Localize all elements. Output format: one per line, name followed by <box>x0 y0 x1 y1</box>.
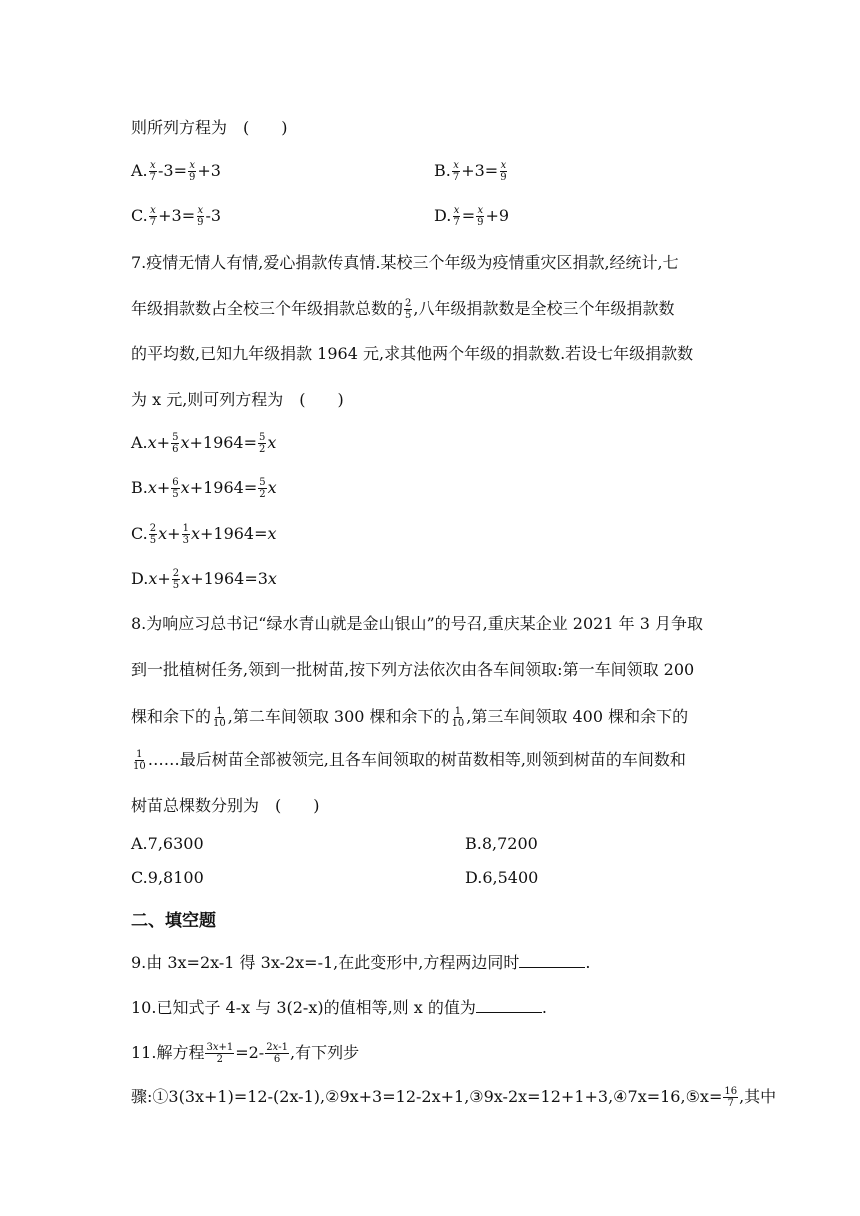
q6-stem: 则所列方程为 ( ) <box>131 118 288 137</box>
q7-line1: 7.疫情无情人有情,爱心捐款传真情.某校三个年级为疫情重灾区捐款,经统计,七 <box>131 253 679 272</box>
q6-option-c[interactable]: C. $\frac{x}{7}$ +3= $\frac{x}{9}$ -3 <box>131 205 222 228</box>
q6-option-d[interactable]: D. $\frac{x}{7}$ = $\frac{x}{9}$ +9 <box>434 205 510 228</box>
q8-option-c[interactable]: C.9,8100 <box>131 868 204 887</box>
q7-option-b[interactable]: B.x+ $\frac{6}{5}$ x+1964= $\frac{5}{2}$ x <box>131 477 277 500</box>
q8-option-a[interactable]: A.7,6300 <box>131 834 204 853</box>
q7-option-c[interactable]: C. $\frac{2}{5}$ x+ $\frac{1}{3}$ x+1964=x <box>131 523 277 546</box>
q9-answer-blank[interactable] <box>519 953 585 968</box>
q11-line2: 骤:①3(3x+1)=12-(2x-1),②9x+3=12-2x+1,③9x-2x=12+1+3,④7x=16,⑤x= $\frac{16}{7}$ ,其中 <box>131 1086 777 1109</box>
q6-option-a[interactable]: A. $\frac{x}{7}$ -3= $\frac{x}{9}$ +3 <box>131 160 221 183</box>
q10: 10.已知式子 4-x 与 3(2-x)的值相等,则 x 的值为 . <box>131 998 547 1017</box>
q8-line1: 8.为响应习总书记“绿水青山就是金山银山”的号召,重庆某企业 2021 年 3 月争取 <box>131 614 703 633</box>
q8-line3: 棵和余下的 $\frac{1}{10}$ ,第二车间领取 300 棵和余下的 $\frac{1}{10}$ ,第三车间领取 400 棵和余下的 <box>131 706 689 729</box>
q11-line1: 11.解方程 $\frac{3x+1}{2}$ =2- $\frac{2x-1}{6}$ ,有下列步 <box>131 1042 360 1065</box>
q6-option-b[interactable]: B. $\frac{x}{7}$ +3= $\frac{x}{9}$ <box>434 160 507 183</box>
q10-answer-blank[interactable] <box>476 998 542 1013</box>
q8-line5: 树苗总棵数分别为 ( ) <box>131 796 320 815</box>
q8-option-b[interactable]: B.8,7200 <box>465 834 538 853</box>
q7-option-d[interactable]: D.x+ $\frac{2}{5}$ x+1964=3x <box>131 568 277 591</box>
section-title-fill-in: 二、填空题 <box>131 911 216 931</box>
q7-line2: 年级捐款数占全校三个年级捐款总数的 $\frac{2}{5}$ ,八年级捐款数是全校三个年级捐款数 <box>131 298 675 321</box>
q7-line4: 为 x 元,则可列方程为 ( ) <box>131 390 344 409</box>
q7-line3: 的平均数,已知九年级捐款 1964 元,求其他两个年级的捐款数.若设七年级捐款数 <box>131 344 694 363</box>
q8-line2: 到一批植树任务,领到一批树苗,按下列方法依次由各车间领取:第一车间领取 200 <box>131 660 695 679</box>
q9: 9.由 3x=2x-1 得 3x-2x=-1,在此变形中,方程两边同时 . <box>131 953 591 972</box>
q7-option-a[interactable]: A.x+ $\frac{5}{6}$ x+1964= $\frac{5}{2}$ x <box>131 432 277 455</box>
q8-line4: $\frac{1}{10}$ ……最后树苗全部被领完,且各车间领取的树苗数相等,则领到树苗的车间数和 <box>133 749 686 772</box>
q8-option-d[interactable]: D.6,5400 <box>465 868 539 887</box>
